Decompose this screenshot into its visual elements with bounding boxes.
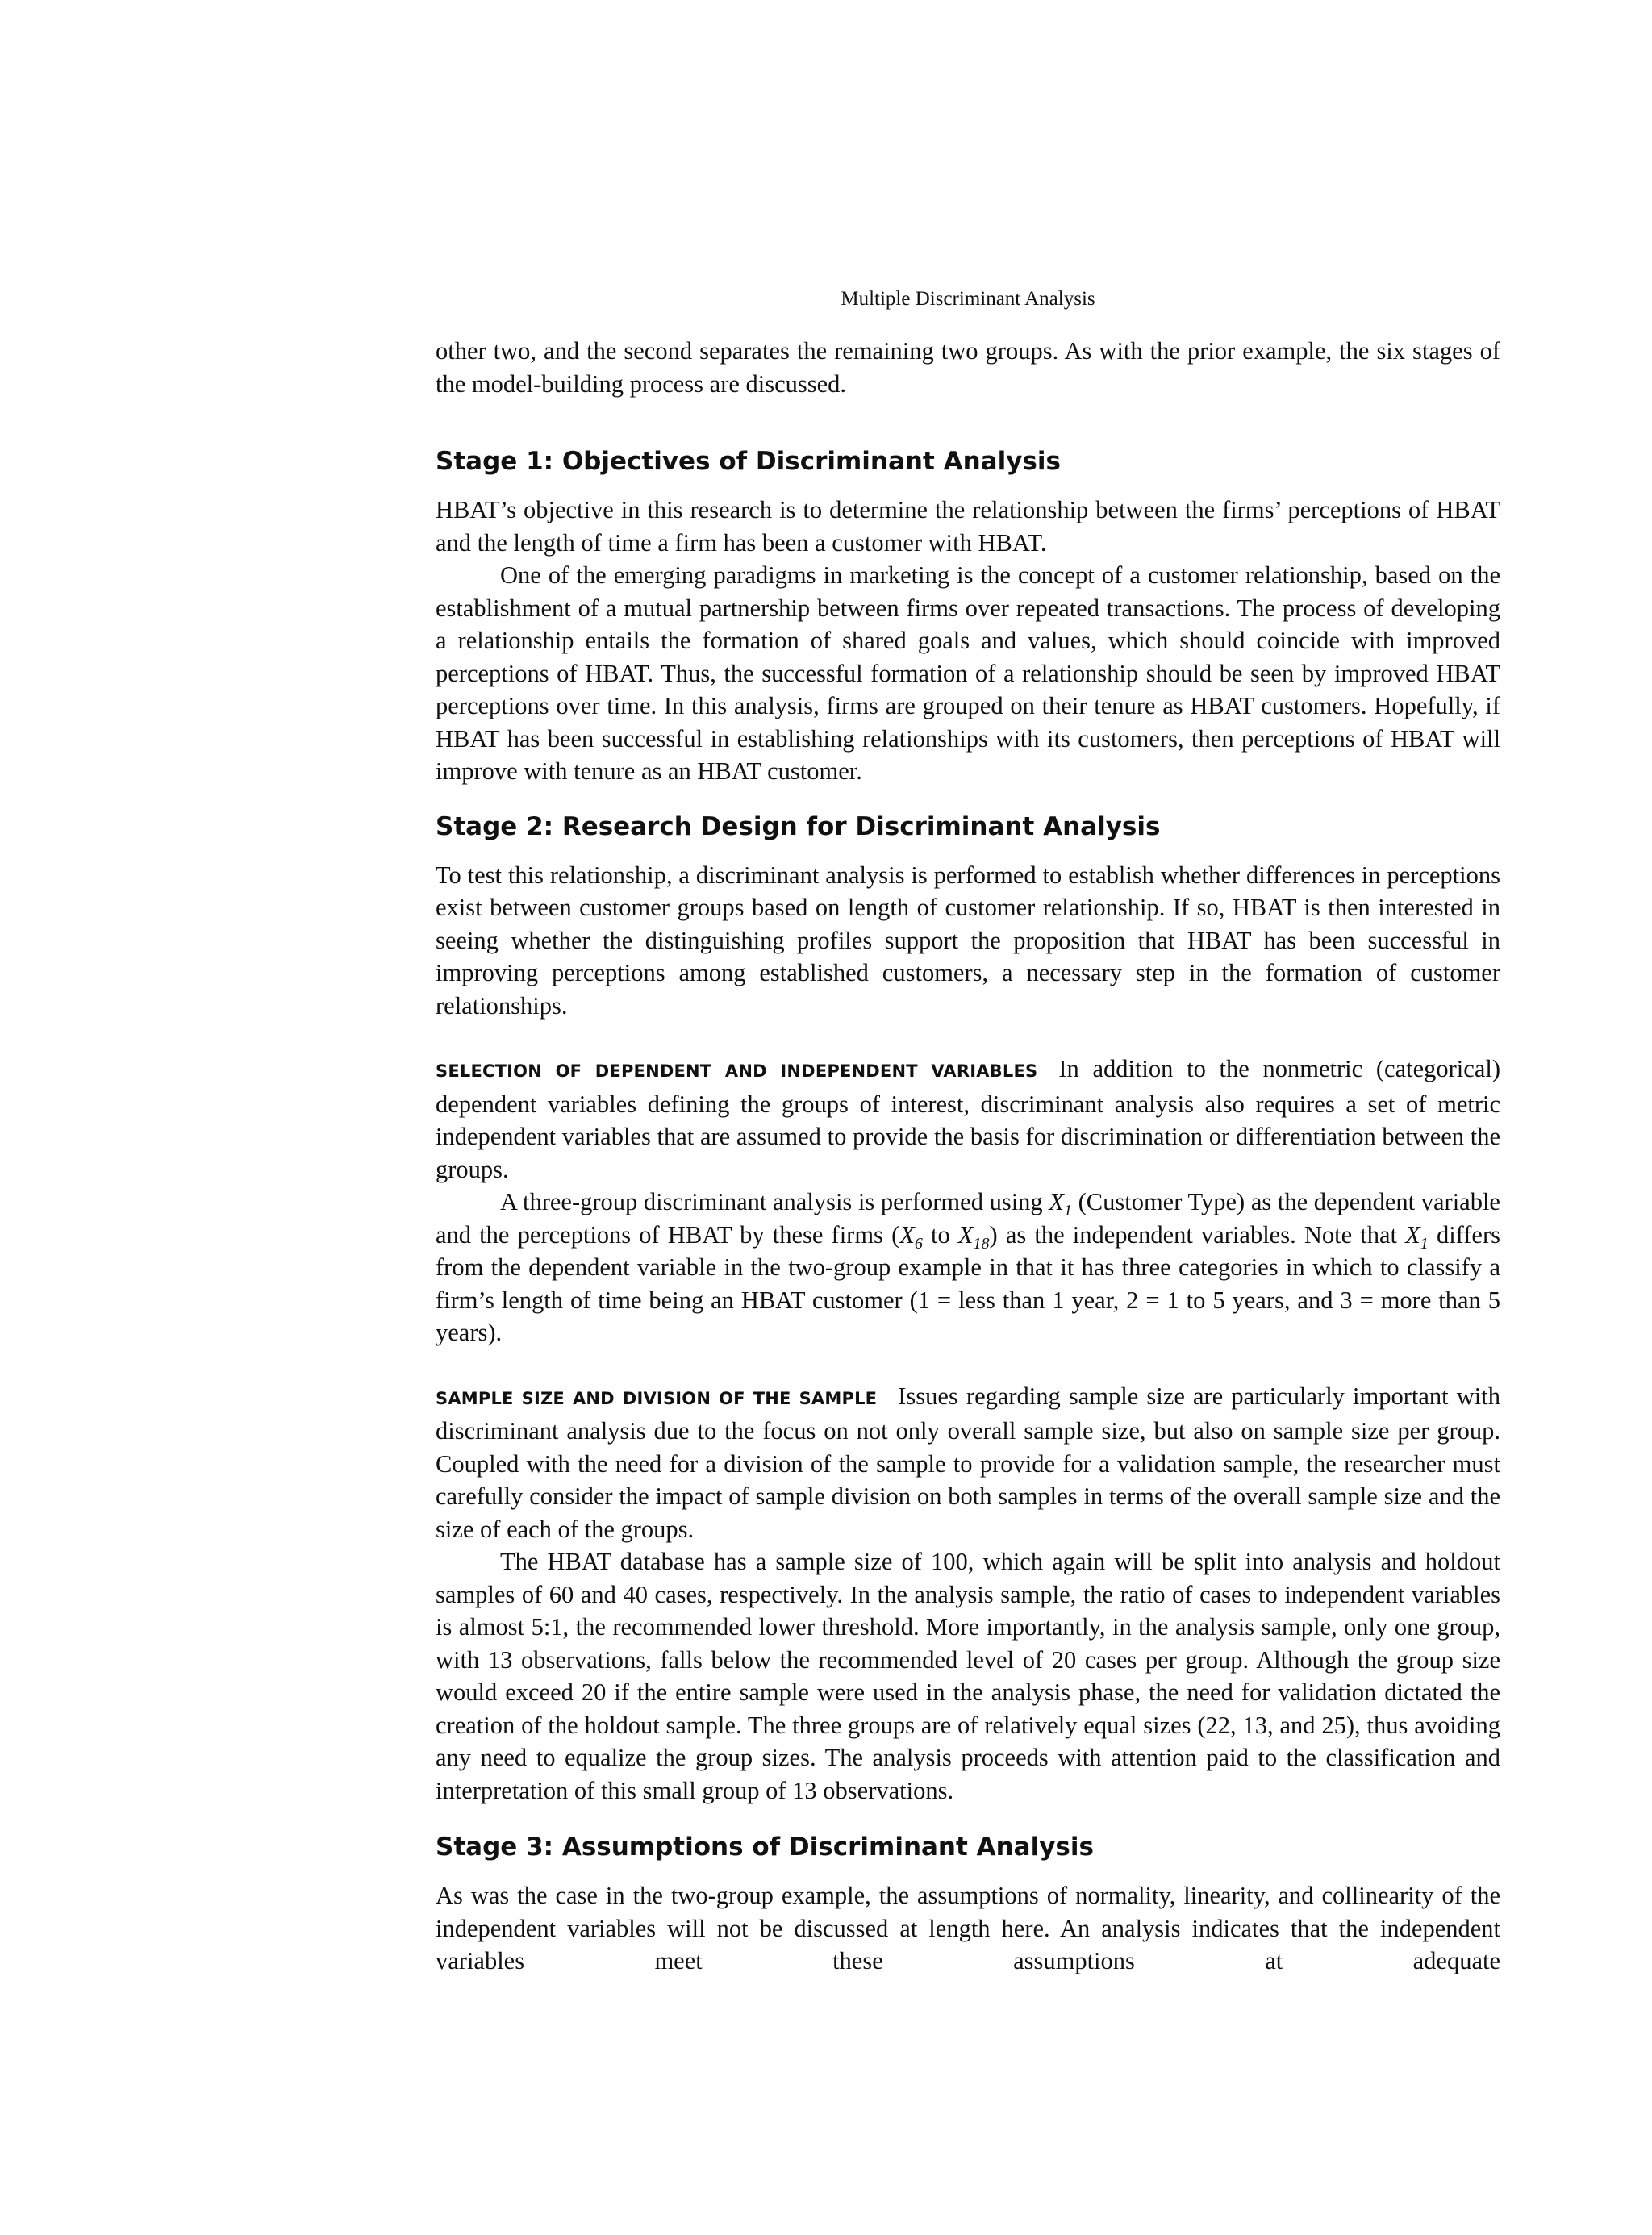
variable-x6 [899,1220,923,1253]
selection-paragraph [436,1053,1500,1186]
selection-paragraph-2 [436,1186,1500,1349]
sample-paragraph-2: The HBAT database has a sample size of 100, which again will be split into analysis and holdout samples of 60 and 40 cases, respectively. In the analysis sample, the ratio of cases to independent variables is almost 5:1, the recommended lower threshold. More importantly, in the analysis sample, only one group, with 13 observations, falls below the recommended level of 20 cases per group. Although the group size would exceed 20 if the entire sample were used in the analysis phase, the need for validation dictated the creation of the holdout sample. The three groups are of relatively equal sizes (22, 13, and 25), thus avoiding any need to equalize the group sizes. The analysis proceeds with attention paid to the classification and interpretation of this small group of 13 observations. [436,1548,1500,1804]
stage3-paragraph-1: As was the case in the two-group example, the assumptions of normality, linearity, and collinearity of the independent variables will not be discussed at length here. An analysis indicates that the independent variables meet these assumptions at adequate [436,1882,1500,1974]
variable-x1 [1049,1188,1072,1220]
sample-text: Issues regarding sample size are particularly important with discriminant analysis due to the focus on not only overall sample size, but also on sample size per group. Coupled with the need for a division of the sample to provide for a validation sample, the researcher must carefully consider the impact of sample division on both samples in terms of the overall sample size and the size of each of the groups. [436,1382,1501,1543]
text-span: ) as the independent variables. Note that [989,1220,1406,1249]
variable-subscript: 18 [973,1234,990,1253]
selection-runin-heading: SELECTION OF DEPENDENT AND INDEPENDENT VARIABLES [436,1061,1038,1081]
running-head: Multiple Discriminant Analysis [841,288,1095,310]
variable-x1-second [1405,1220,1429,1253]
variable-subscript: 1 [1420,1234,1429,1253]
variable-letter: X [1405,1220,1420,1249]
intro-paragraph: other two, and the second separates the remaining two groups. As with the prior example, the six stages of the model-building process are discussed. [436,337,1500,398]
variable-letter: X [957,1220,974,1249]
stage2-heading: Stage 2: Research Design for Discriminant Analysis [436,811,1161,841]
sample-runin-heading: SAMPLE SIZE AND DIVISION OF THE SAMPLE [436,1388,878,1408]
selection-text: In addition to the nonmetric (categorical) dependent variables defining the groups of interest, discriminant analysis also requires a set of metric independent variables that are assumed to provide the basis for discrimination or differentiation between the groups. [436,1055,1500,1183]
text-span: differs from the dependent variable in the two-group example in that it has three categories in which to classify a firm’s length of time being an HBAT customer (1 = less than 1 year, 2 = 1 to 5 years, and 3 = more than 5 years). [436,1220,1500,1346]
variable-subscript: 1 [1063,1202,1072,1220]
stage1-paragraph-1: HBAT’s objective in this research is to determine the relationship between the firms’ perceptions of HBAT and the length of time a firm has been a customer with HBAT. [436,496,1500,557]
variable-x18 [957,1220,990,1253]
page-body [436,335,1500,1978]
text-span: A three-group discriminant analysis is performed using [500,1188,1049,1215]
sample-paragraph [436,1380,1500,1546]
text-span: to [922,1220,958,1249]
text-span: (Customer Type) as the dependent variable and the perceptions of HBAT by these firms ( [436,1188,1500,1249]
variable-letter: X [899,1220,915,1249]
variable-letter: X [1049,1188,1064,1215]
stage1-heading: Stage 1: Objectives of Discriminant Analysis [436,447,1061,476]
stage3-heading: Stage 3: Assumptions of Discriminant Analysis [436,1833,1094,1862]
stage2-paragraph-1: To test this relationship, a discriminant analysis is performed to establish whether differences in perceptions exist between customer groups based on length of customer relationship. If so, HBAT is then interested in seeing whether the distinguishing profiles support the proposition that HBAT has been successful in improving perceptions among established customers, a necessary step in the formation of customer relationships. [436,861,1500,1020]
stage1-paragraph-2: One of the emerging paradigms in marketing is the concept of a customer relationship, based on the establishment of a mutual partnership between firms over repeated transactions. The process of developing a relationship entails the formation of shared goals and values, which should coincide with improved perceptions of HBAT. Thus, the successful formation of a relationship should be seen by improved HBAT perceptions over time. In this analysis, firms are grouped on their tenure as HBAT customers. Hopefully, if HBAT has been successful in establishing relationships with its customers, then perceptions of HBAT will improve with tenure as an HBAT customer. [436,561,1500,785]
variable-subscript: 6 [914,1234,923,1253]
